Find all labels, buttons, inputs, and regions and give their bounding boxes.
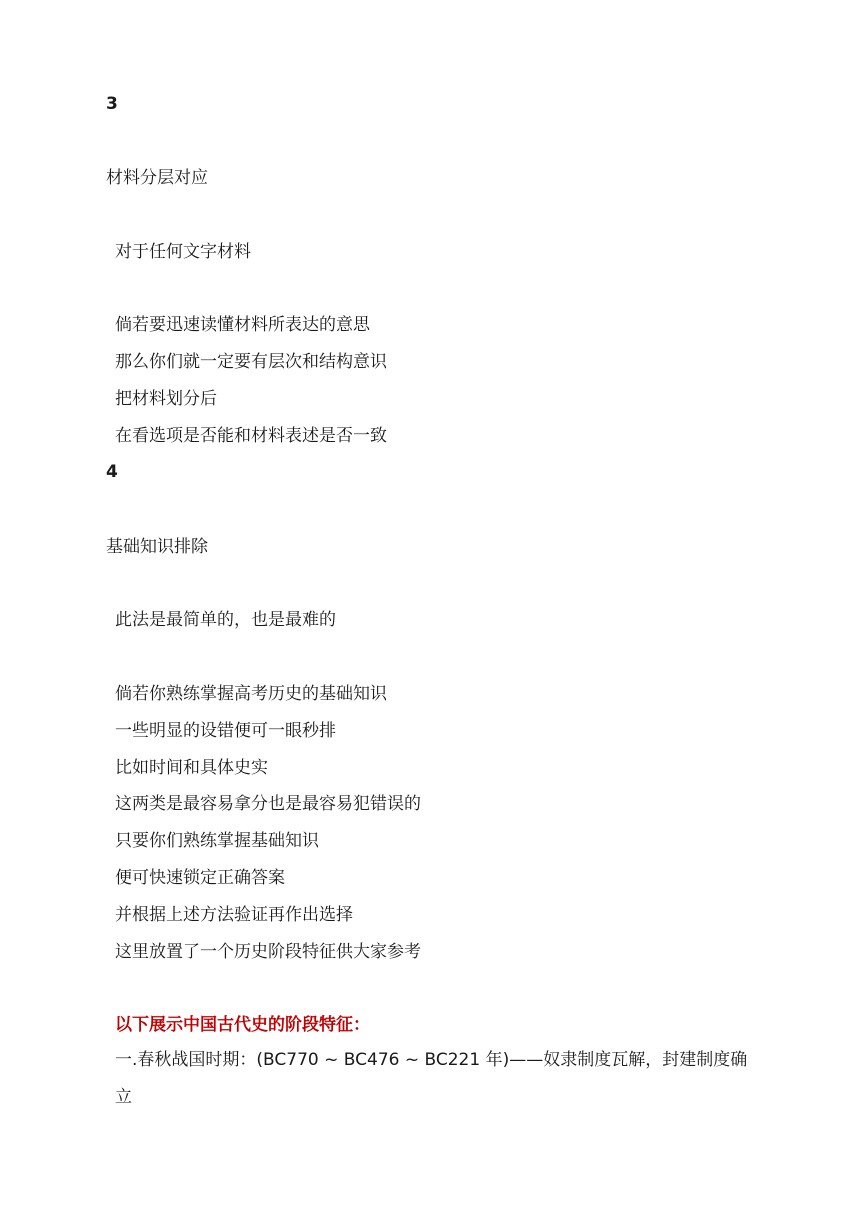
stage-item-1: 一.春秋战国时期：(BC770 ~ BC476 ~ BC221 年)——奴隶制度瓦解，封建制度确立 [115,1050,748,1107]
section-4-number: 4 [106,462,118,482]
section-4-line: 一些明显的设错便可一眼秒排 [115,721,336,741]
section-4-line: 倘若你熟练掌握高考历史的基础知识 [115,684,387,704]
section-4-line: 便可快速锁定正确答案 [115,868,285,888]
section-3-line: 把材料划分后 [115,389,217,409]
section-4-line: 并根据上述方法验证再作出选择 [115,905,353,925]
section-4-title: 基础知识排除 [106,537,208,557]
section-3-line: 那么你们就一定要有层次和结构意识 [115,352,387,372]
section-3-number: 3 [106,94,118,114]
section-4-intro: 此法是最简单的，也是最难的 [115,610,336,630]
stages-heading: 以下展示中国古代史的阶段特征： [115,1015,370,1035]
section-3-line: 在看选项是否能和材料表述是否一致 [115,426,387,446]
section-3-title: 材料分层对应 [106,168,208,188]
section-4-line: 比如时间和具体史实 [115,758,268,778]
section-4-line: 只要你们熟练掌握基础知识 [115,831,319,851]
section-4-line: 这里放置了一个历史阶段特征供大家参考 [115,942,421,962]
section-4-line: 这两类是最容易拿分也是最容易犯错误的 [115,794,421,814]
section-3-line: 倘若要迅速读懂材料所表达的意思 [115,315,370,335]
section-3-intro: 对于任何文字材料 [115,242,251,262]
